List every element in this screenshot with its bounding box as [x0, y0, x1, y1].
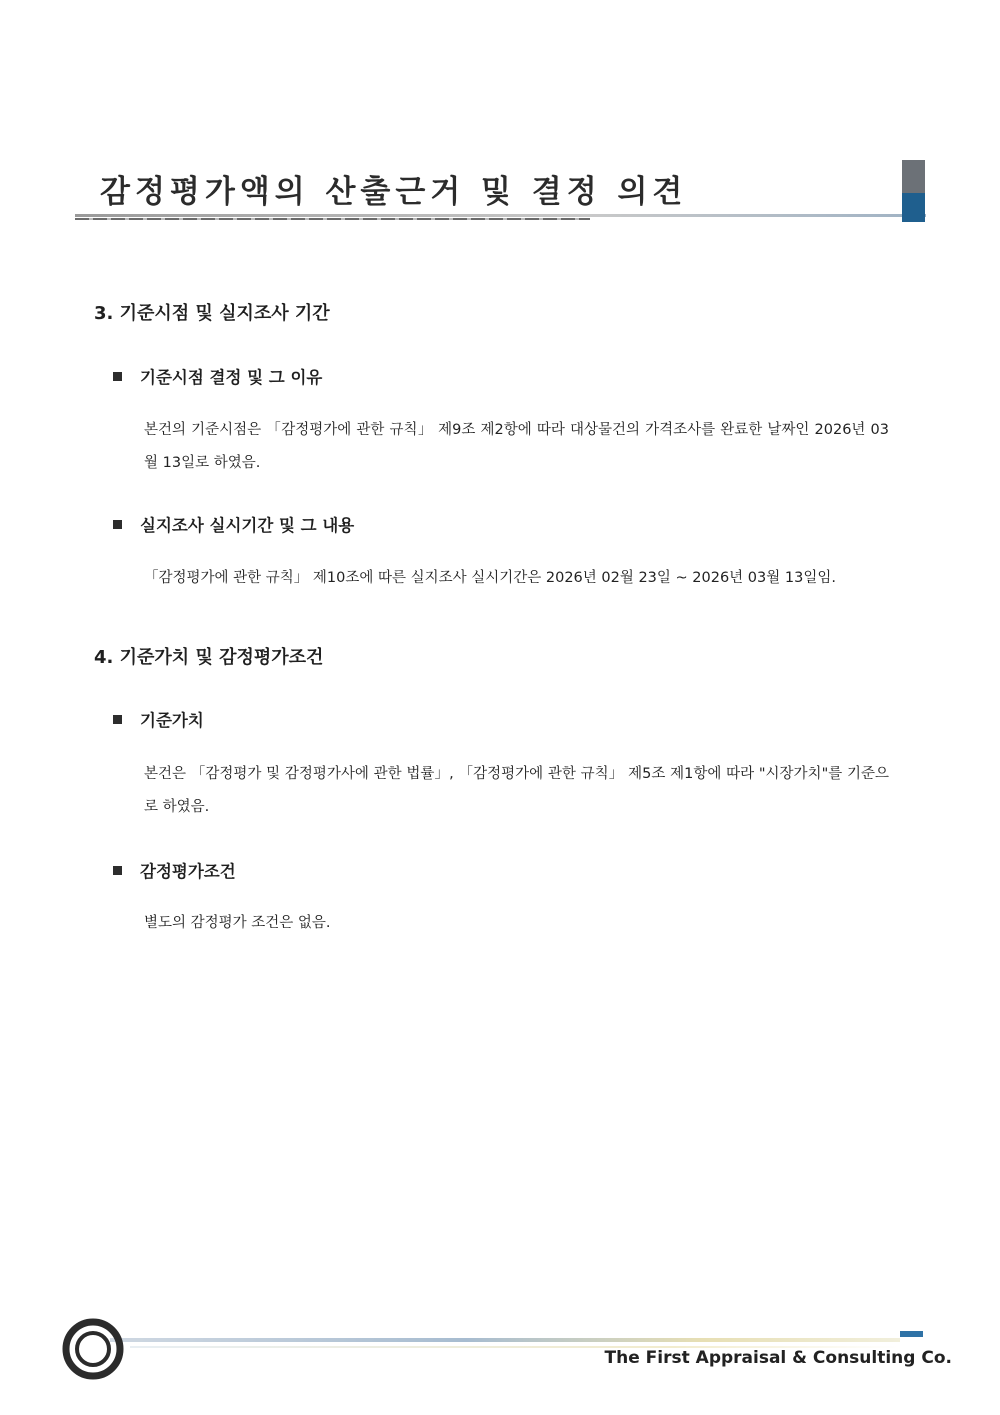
subheading-label: 감정평가조건 — [140, 862, 236, 881]
section-heading-3: 3. 기준시점 및 실지조사 기간 — [94, 303, 330, 324]
subheading-appraisal-conditions — [113, 858, 236, 882]
paragraph-appraisal-conditions: 별도의 감정평가 조건은 없음. — [144, 915, 331, 931]
square-bullet-icon — [113, 715, 122, 724]
footer-rule — [110, 1338, 900, 1342]
header-tab-blue — [902, 193, 925, 222]
square-bullet-icon — [113, 372, 122, 381]
header-tab-gray — [902, 160, 925, 193]
company-name: The First Appraisal & Consulting Co. — [604, 1348, 952, 1368]
subheading-label: 실지조사 실시기간 및 그 내용 — [140, 516, 355, 535]
paragraph-base-date: 본건의 기준시점은 「감정평가에 관한 규칙」 제9조 제2항에 따라 대상물건의 가격조사를 완료한 날짜인 2026년 03월 13일로 하였음. — [144, 422, 889, 471]
paragraph-base-value: 본건은 「감정평가 및 감정평가사에 관한 법률」, 「감정평가에 관한 규칙」 제5조 제1항에 따라 "시장가치"를 기준으로 하였음. — [144, 766, 889, 815]
paragraph-field-survey: 「감정평가에 관한 규칙」 제10조에 따른 실지조사 실시기간은 2026년 02월 23일 ~ 2026년 03월 13일임. — [144, 570, 836, 586]
title-underline-accent — [75, 218, 590, 220]
section-heading-4: 4. 기준가치 및 감정평가조건 — [94, 647, 324, 668]
subheading-field-survey — [113, 512, 354, 536]
subheading-label: 기준시점 결정 및 그 이유 — [140, 368, 323, 387]
company-logo-icon — [62, 1318, 124, 1380]
header-tab-marker — [902, 160, 925, 222]
footer-accent-block — [900, 1331, 923, 1337]
subheading-base-value — [113, 707, 204, 731]
square-bullet-icon — [113, 866, 122, 875]
square-bullet-icon — [113, 520, 122, 529]
subheading-base-date — [113, 364, 322, 388]
title-underline — [75, 214, 926, 217]
page-title: 감정평가액의 산출근거 및 결정 의견 — [100, 174, 688, 210]
subheading-label: 기준가치 — [140, 711, 204, 730]
